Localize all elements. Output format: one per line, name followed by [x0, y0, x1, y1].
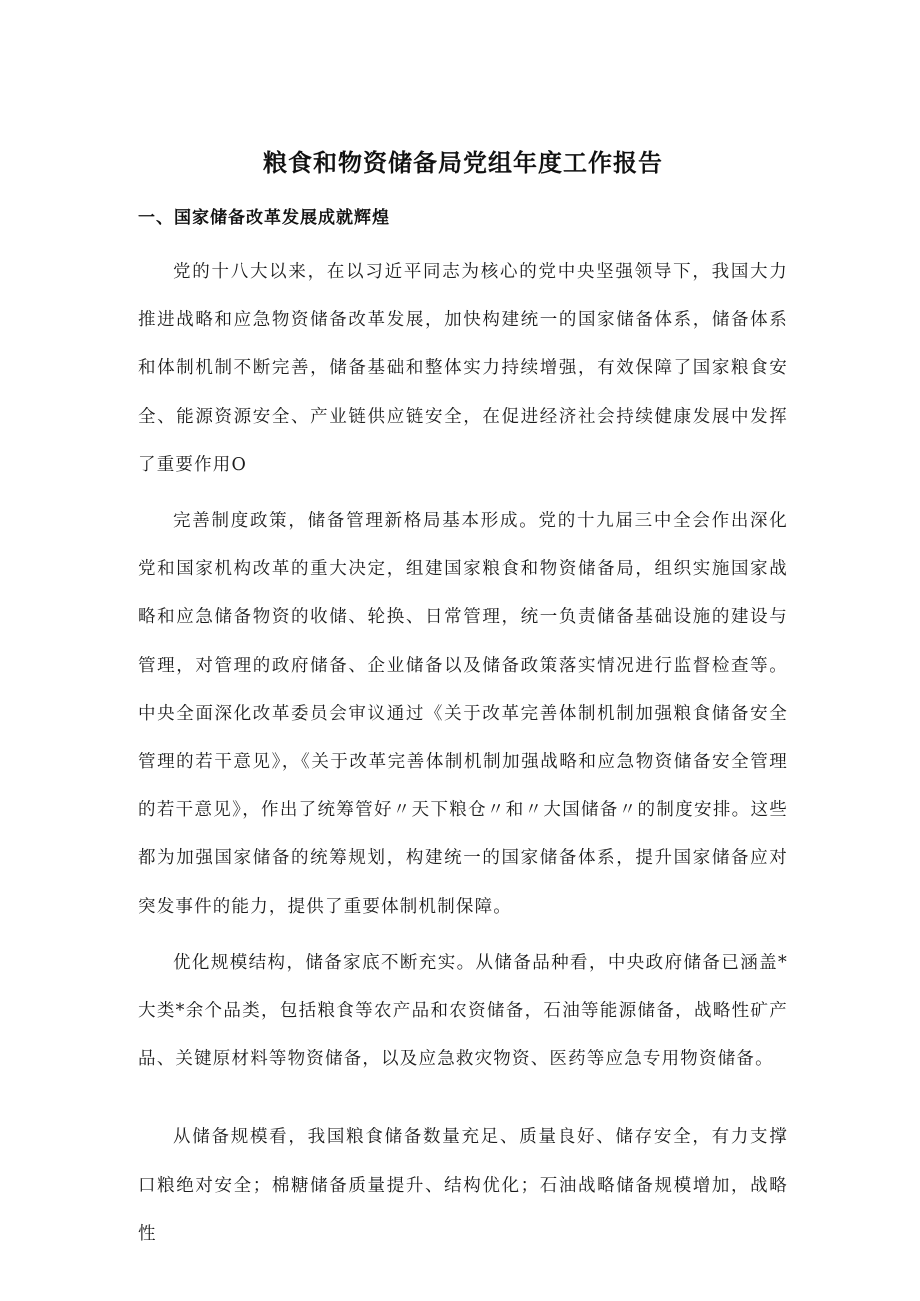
document-title: 粮食和物资储备局党组年度工作报告: [263, 149, 663, 177]
paragraph-2: 完善制度政策，储备管理新格局基本形成。党的十九届三中全会作出深化党和国家机构改革的重大决定，组建国家粮食和物资储备局，组织实施国家战略和应急储备物资的收储、轮换、日常管理，统一负责储备基础设施的建设与管理，对管理的政府储备、企业储备以及储备政策落实情况进行监督检查等。中央全面深化改革委员会审议通过《关于改革完善体制机制加强粮食储备安全管理的若干意见》，《关于改革完善体制机制加强战略和应急物资储备安全管理的若干意见》，作出了统筹管好〃天下粮仓〃和〃大国储备〃的制度安排。这些都为加强国家储备的统筹规划，构建统一的国家储备体系，提升国家储备应对突发事件的能力，提供了重要体制机制保障。: [138, 511, 788, 917]
paragraph-1: 党的十八大以来，在以习近平同志为核心的党中央坚强领导下，我国大力推进战略和应急物资储备改革发展，加快构建统一的国家储备体系，储备体系和体制机制不断完善，储备基础和整体实力持续增强，有效保障了国家粮食安全、能源资源安全、产业链供应链安全，在促进经济社会持续健康发展中发挥了重要作用O: [138, 262, 788, 475]
paragraph-3: 优化规模结构，储备家底不断充实。从储备品种看，中央政府储备已涵盖*大类*余个品类，包括粮食等农产品和农资储备，石油等能源储备，战略性矿产品、关键原材料等物资储备，以及应急救灾物资、医药等应急专用物资储备。: [138, 952, 788, 1070]
paragraph-4: 从储备规模看，我国粮食储备数量充足、质量良好、储存安全，有力支撑口粮绝对安全；棉糖储备质量提升、结构优化；石油战略储备规模增加，战略性: [138, 1127, 788, 1244]
section-heading: 一、国家储备改革发展成就辉煌: [138, 208, 390, 228]
